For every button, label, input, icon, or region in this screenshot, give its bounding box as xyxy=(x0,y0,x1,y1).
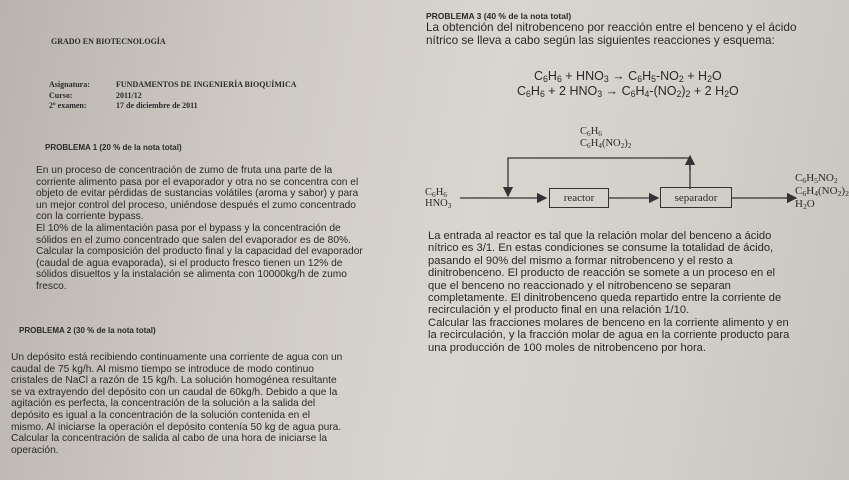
problem2-title: PROBLEMA 2 (30 % de la nota total) xyxy=(19,326,156,335)
problem1-text: En un proceso de concentración de zumo de fruta una parte de la corriente alimento pasa por el evaporador y otra no se concentra con el objeto de evitar pérdidas de sustancias volátiles (aroma y sabor) y para un mejor control del proceso, uniéndose después el zumo concentrado con la corriente bypass. El 10% de la alimentación pasa por el bypass y la concentración de sólidos en el zumo concentrado que salen del evaporador es de 80%. Calcular la composición del producto final y la capacidad del evaporador (caudal de agua evaporada), si el producto fresco tienen un 12% de sólidos disueltos y la instalación se alimenta con 10000kg/h de zumo fresco. xyxy=(36,165,363,292)
subject-label: Asignatura: xyxy=(49,80,90,89)
separator-box: separador xyxy=(660,187,732,208)
process-diagram xyxy=(420,120,848,220)
exam-label: 2º examen: xyxy=(49,101,87,110)
course-label: Curso: xyxy=(49,91,73,100)
subject-value: FUNDAMENTOS DE INGENIERÍA BIOQUÍMICA xyxy=(116,80,297,89)
reaction-1: $C_6H_6 + HNO_3 \to C_6H_5-NO_2 + H_2O$ xyxy=(534,69,722,84)
degree-title: GRADO EN BIOTECNOLOGÍA xyxy=(51,37,166,46)
reaction-2: $C_6H_6 + 2$ $HNO_3 \to C_6H_4-(NO_2)_2 + 2$ $H_2O$ xyxy=(517,84,739,99)
problem3-text: La entrada al reactor es tal que la relación molar del benceno a ácido nítrico es 3/1. En estas condiciones se consume la totalidad de ácido, pasando el 90% del mismo a formar nitrobenceno y el resto a dinitrobenceno. El producto de reacción se somete a un proceso en el que el benceno no reaccionado y el nitrobenceno se separan completamente. El dinitrobenceno queda repartido entre la corriente de recirculación y el producto final en una relación 1/10. Calcular las fracciones molares de benceno en la corriente alimento y en la recirculación, y la fracción molar de agua en la corriente producto para una producción de 100 moles de nitrobenceno por hora. xyxy=(428,230,790,354)
problem1-title: PROBLEMA 1 (20 % de la nota total) xyxy=(45,143,182,152)
reactor-box: reactor xyxy=(549,188,609,208)
problem3-intro: La obtención del nitrobenceno por reacción entre el benceno y el ácido nítrico se lleva a cabo según las siguientes reacciones y esquema: xyxy=(426,20,797,47)
problem3-title: PROBLEMA 3 (40 % de la nota total) xyxy=(426,11,572,21)
product-labels: $C_6H_5NO_2$ $C_6H_4(NO_2)_2$ $H_2O$ xyxy=(795,172,849,211)
problem2-text: Un depósito está recibiendo continuamente una corriente de agua con un caudal de 75 kg/h. Al mismo tiempo se introduce de modo continuo cristales de NaCl a razón de 15 kg/h. La solución homogénea resultante se va extrayendo del depósito con un caudal de 60kg/h. Debido a que la agitación es perfecta, la concentración de la solución a la salida del depósito es igual a la concentración de la solución contenida en el mismo. Al iniciarse la operación el depósito contenía 50 kg de agua pura. Calcular la concentración de salida al cabo de una hora de iniciarse la operación. xyxy=(11,352,343,456)
course-value: 2011/12 xyxy=(116,91,142,100)
exam-value: 17 de diciembre de 2011 xyxy=(116,101,198,110)
recycle-labels: $C_6H_6$ $C_6H_4(NO_2)_2$ xyxy=(580,126,632,150)
feed-labels: $C_6H_6$ $HNO_3$ xyxy=(425,187,452,210)
